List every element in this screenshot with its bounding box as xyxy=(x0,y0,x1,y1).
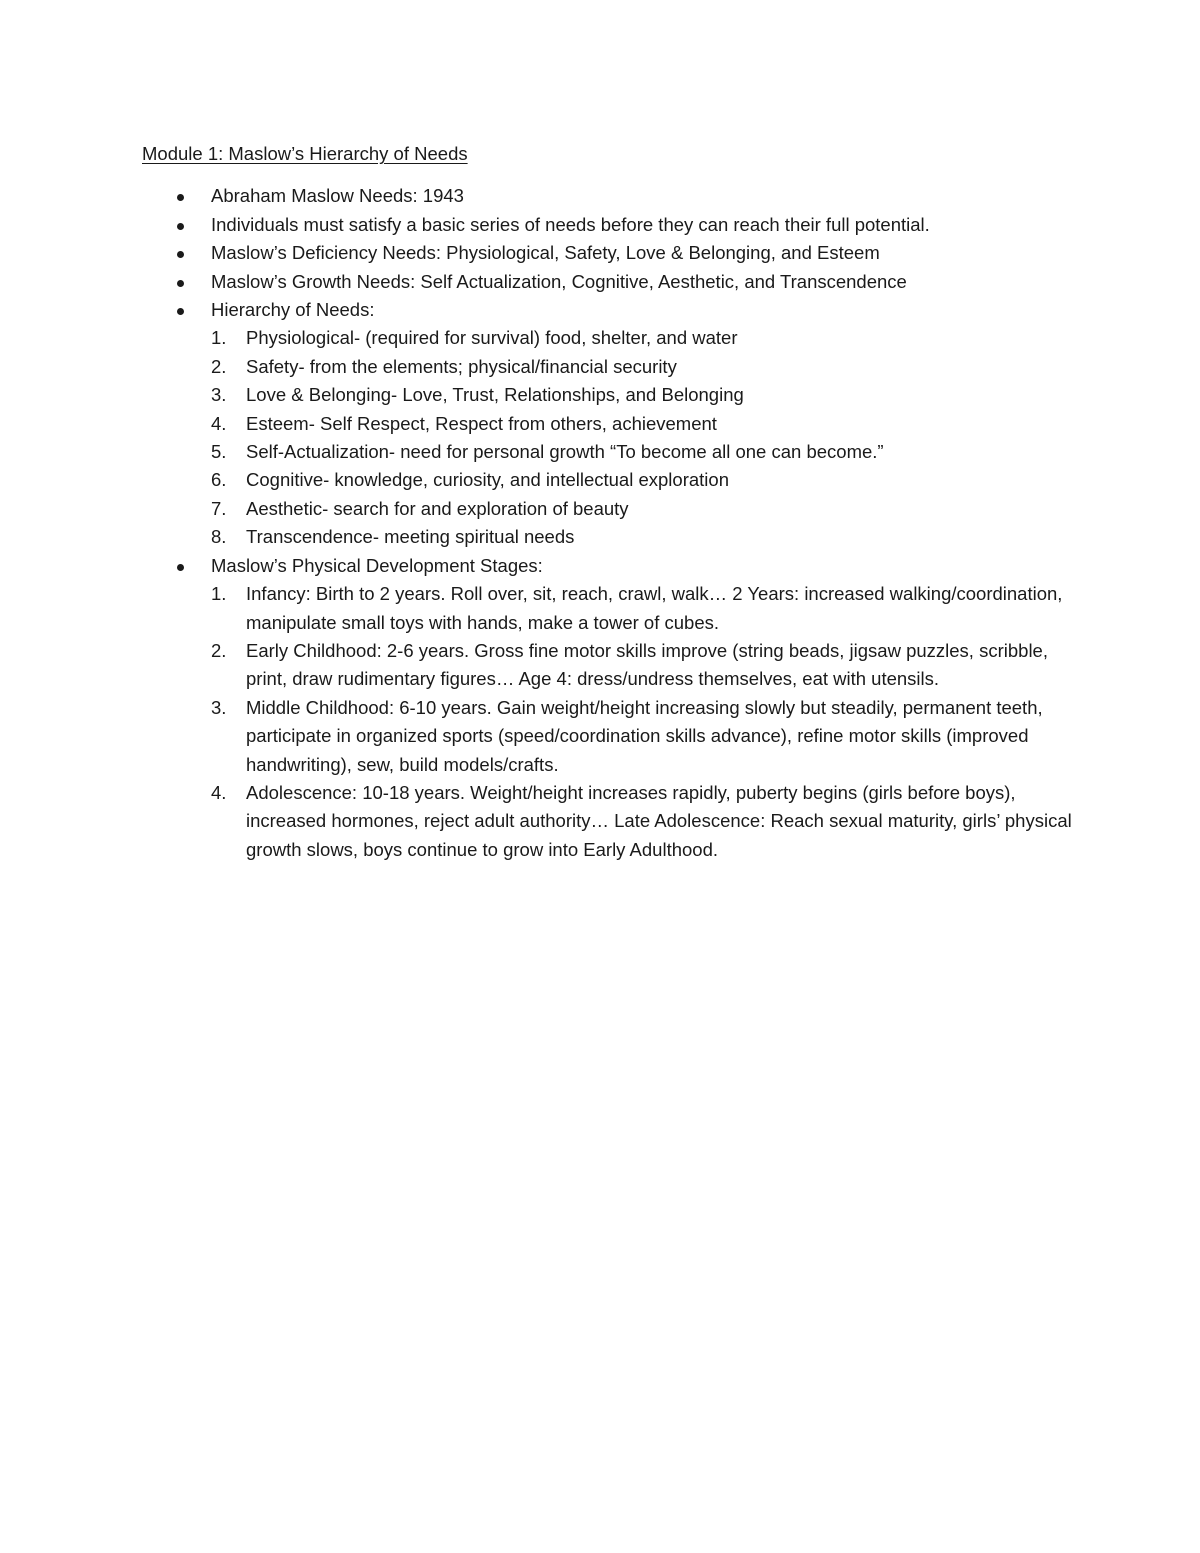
item-number: 2. xyxy=(211,355,227,377)
bullet-dot-icon xyxy=(177,194,184,201)
item-number: 2. xyxy=(211,639,227,661)
bullet-dot-icon xyxy=(177,251,184,258)
bullet-item xyxy=(142,552,1072,864)
bullet-dot-icon xyxy=(177,223,184,230)
bullet-dot-icon xyxy=(177,280,184,287)
item-text: Esteem- Self Respect, Respect from others, achievement xyxy=(246,412,717,434)
item-text: Adolescence: 10-18 years. Weight/height increases rapidly, puberty begins (girls before boys), increased hormones, reject adult authority… Late Adolescence: Reach sexual maturity, girls’ physical growth slows, boys continue to grow into Early Adulthood. xyxy=(246,781,1072,860)
item-text: Safety- from the elements; physical/financial security xyxy=(246,355,677,377)
item-number: 5. xyxy=(211,441,227,463)
item-number: 3. xyxy=(211,384,227,406)
numbered-item xyxy=(142,580,1072,637)
bullet-item xyxy=(142,182,1072,210)
item-text: Physiological- (required for survival) food, shelter, and water xyxy=(246,327,738,349)
bullet-item xyxy=(142,211,1072,239)
bullet-list xyxy=(142,182,1072,864)
physical-development-stages-list xyxy=(142,580,1072,864)
item-number: 3. xyxy=(211,696,227,718)
bullet-text: Hierarchy of Needs: xyxy=(211,299,375,321)
bullet-item xyxy=(142,296,1072,552)
numbered-item xyxy=(142,694,1072,779)
bullet-dot-icon xyxy=(177,564,184,571)
bullet-dot-icon xyxy=(177,308,184,315)
document-page xyxy=(142,140,1072,864)
item-number: 1. xyxy=(211,327,227,349)
item-text: Infancy: Birth to 2 years. Roll over, sit, reach, crawl, walk… 2 Years: increased walking/coordination, manipulate small toys with hands, make a tower of cubes. xyxy=(246,583,1063,633)
item-text: Cognitive- knowledge, curiosity, and intellectual exploration xyxy=(246,469,729,491)
item-text: Middle Childhood: 6-10 years. Gain weight/height increasing slowly but steadily, permanent teeth, participate in organized sports (speed/coordination skills advance), refine motor skills (improved handwriting), sew, build models/crafts. xyxy=(246,696,1043,775)
item-number: 6. xyxy=(211,469,227,491)
numbered-item xyxy=(142,779,1072,864)
hierarchy-of-needs-list xyxy=(142,324,1072,551)
numbered-item xyxy=(142,523,1072,551)
numbered-item xyxy=(142,438,1072,466)
numbered-item xyxy=(142,637,1072,694)
item-text: Early Childhood: 2-6 years. Gross fine motor skills improve (string beads, jigsaw puzzles, scribble, print, draw rudimentary figures… Age 4: dress/undress themselves, eat with utensils. xyxy=(246,639,1048,690)
numbered-item xyxy=(142,324,1072,352)
numbered-item xyxy=(142,381,1072,409)
numbered-item xyxy=(142,495,1072,523)
item-number: 8. xyxy=(211,526,227,548)
document-title: Module 1: Maslow’s Hierarchy of Needs xyxy=(142,143,468,164)
item-text: Love & Belonging- Love, Trust, Relationships, and Belonging xyxy=(246,384,744,406)
item-text: Transcendence- meeting spiritual needs xyxy=(246,526,575,548)
bullet-text: Individuals must satisfy a basic series of needs before they can reach their full potential. xyxy=(211,213,930,235)
bullet-item xyxy=(142,268,1072,296)
bullet-text: Maslow’s Growth Needs: Self Actualization, Cognitive, Aesthetic, and Transcendence xyxy=(211,270,907,292)
numbered-item xyxy=(142,410,1072,438)
item-number: 7. xyxy=(211,497,227,519)
bullet-text: Maslow’s Physical Development Stages: xyxy=(211,554,543,576)
item-number: 1. xyxy=(211,583,227,605)
item-text: Aesthetic- search for and exploration of beauty xyxy=(246,497,629,519)
item-number: 4. xyxy=(211,781,227,803)
bullet-item xyxy=(142,239,1072,267)
bullet-text: Abraham Maslow Needs: 1943 xyxy=(211,185,464,207)
item-number: 4. xyxy=(211,412,227,434)
numbered-item xyxy=(142,353,1072,381)
item-text: Self-Actualization- need for personal growth “To become all one can become.” xyxy=(246,441,884,463)
numbered-item xyxy=(142,466,1072,494)
bullet-text: Maslow’s Deficiency Needs: Physiological, Safety, Love & Belonging, and Esteem xyxy=(211,242,880,264)
